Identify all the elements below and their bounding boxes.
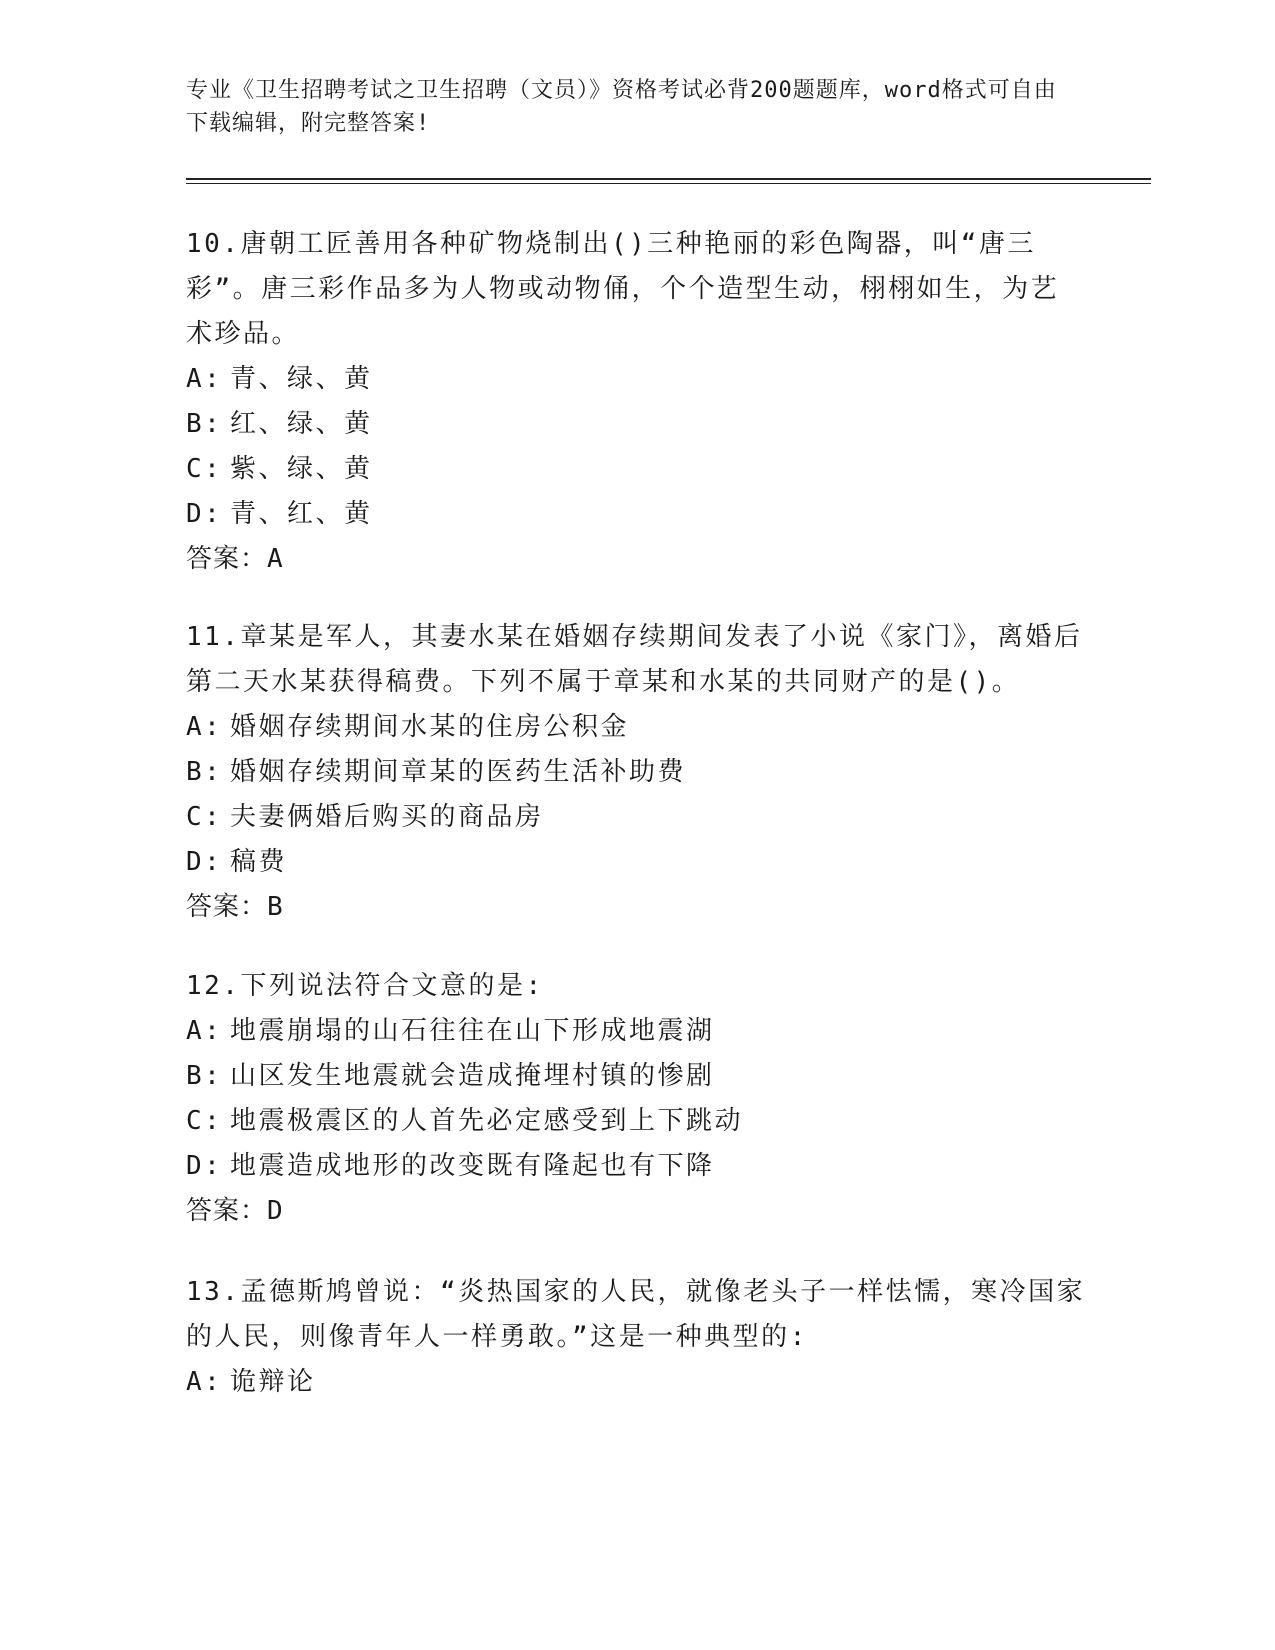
question-12 [186,964,1086,1234]
answer-label: 答案： [186,1196,268,1226]
option-letter: A: [186,364,223,394]
option-text: 青、红、黄 [230,499,373,529]
option-letter: C: [186,802,223,832]
option-a [186,705,1086,750]
option-letter: B: [186,1061,223,1091]
question-13 [186,1270,1086,1405]
option-text: 稿费 [230,847,288,877]
document-header: 专业《卫生招聘考试之卫生招聘（文员）》资格考试必背200题题库，word格式可自由下载编辑，附完整答案! [186,78,1057,136]
question-10 [186,222,1086,582]
option-a [186,1360,1086,1405]
option-letter: C: [186,454,223,484]
option-text: 夫妻俩婚后购买的商品房 [230,802,544,832]
option-letter: C: [186,1106,223,1136]
option-d [186,840,1086,885]
header-divider [186,178,1151,180]
option-letter: A: [186,1367,223,1397]
option-a [186,357,1086,402]
option-text: 地震崩塌的山石往往在山下形成地震湖 [230,1016,715,1046]
option-b [186,750,1086,795]
option-letter: D: [186,847,223,877]
option-letter: D: [186,499,223,529]
header-divider-thin [186,183,1151,184]
question-stem: 12.下列说法符合文意的是: [186,971,544,1001]
option-a [186,1009,1086,1054]
option-letter: A: [186,1016,223,1046]
option-text: 青、绿、黄 [230,364,373,394]
question-stem: 11.章某是军人，其妻水某在婚姻存续期间发表了小说《家门》，离婚后第二天水某获得稿费。下列不属于章某和水某的共同财产的是()。 [186,622,1083,697]
answer-label: 答案： [186,544,268,574]
option-text: 婚姻存续期间章某的医药生活补助费 [230,757,687,787]
answer-line [186,1189,1086,1234]
option-text: 红、绿、黄 [230,409,373,439]
option-letter: D: [186,1151,223,1181]
option-text: 地震极震区的人首先必定感受到上下跳动 [230,1106,744,1136]
option-letter: B: [186,409,223,439]
question-stem: 10.唐朝工匠善用各种矿物烧制出()三种艳丽的彩色陶器，叫“唐三彩”。唐三彩作品多为人物或动物俑，个个造型生动，栩栩如生，为艺术珍品。 [186,229,1060,349]
question-11 [186,615,1086,930]
option-text: 诡辩论 [230,1367,316,1397]
answer-value: B [267,892,284,922]
option-b [186,1054,1086,1099]
answer-line [186,885,1086,930]
answer-value: D [267,1196,284,1226]
option-c [186,795,1086,840]
option-text: 婚姻存续期间水某的住房公积金 [230,712,630,742]
option-b [186,402,1086,447]
option-c [186,447,1086,492]
question-stem: 13.孟德斯鸠曾说：“炎热国家的人民，就像老头子一样怯懦，寒冷国家的人民，则像青年人一样勇敢。”这是一种典型的: [186,1277,1086,1352]
option-letter: B: [186,757,223,787]
answer-label: 答案： [186,892,268,922]
option-c [186,1099,1086,1144]
option-d [186,1144,1086,1189]
option-letter: A: [186,712,223,742]
answer-value: A [267,544,284,574]
option-d [186,492,1086,537]
option-text: 紫、绿、黄 [230,454,373,484]
option-text: 山区发生地震就会造成掩埋村镇的惨剧 [230,1061,715,1091]
answer-line [186,537,1086,582]
option-text: 地震造成地形的改变既有隆起也有下降 [230,1151,715,1181]
